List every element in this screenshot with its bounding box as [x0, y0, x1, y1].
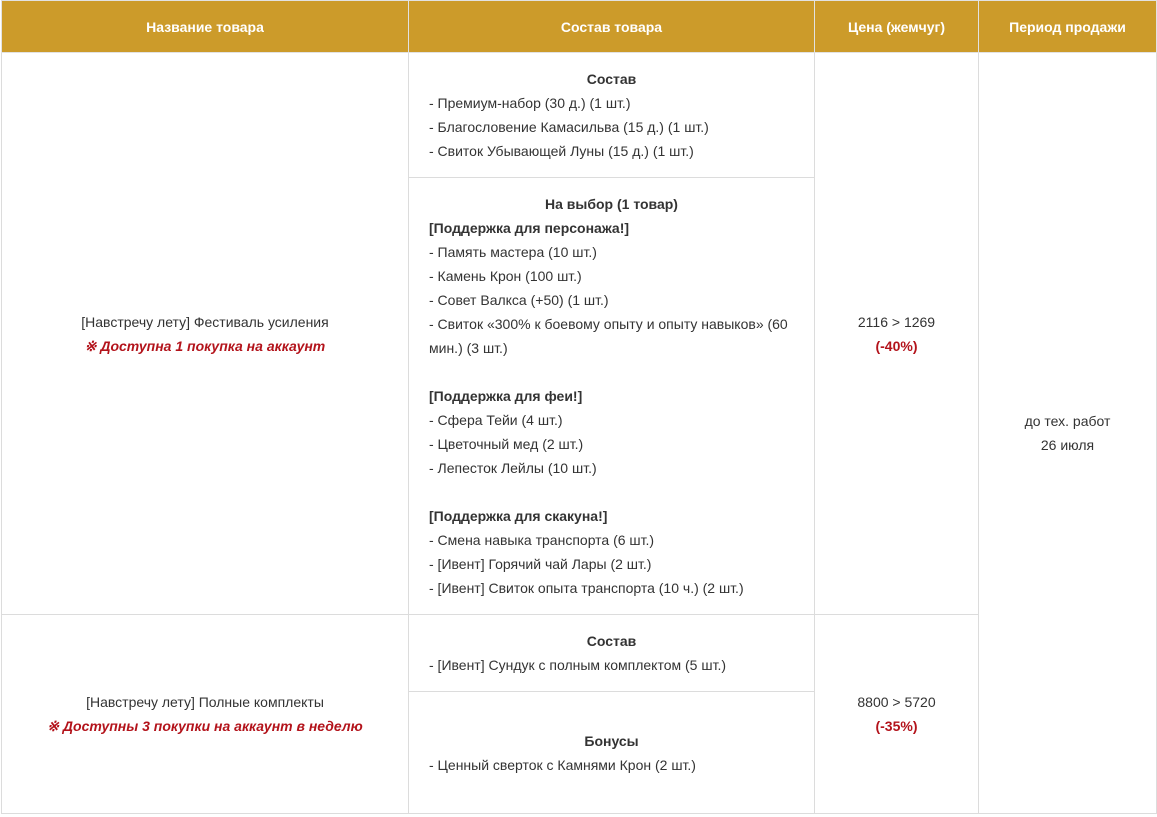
- column-header-period: Период продажи: [979, 1, 1157, 53]
- sale-period-line: до тех. работ: [1024, 413, 1111, 429]
- product-name-cell: [2, 615, 409, 814]
- list-item: - Сфера Тейи (4 шт.): [429, 412, 563, 428]
- price-value: 8800 > 5720: [857, 694, 936, 710]
- price-value: 2116 > 1269: [857, 313, 936, 330]
- price-cell: [815, 53, 979, 615]
- product-name: [Навстречу лету] Фестиваль усиления: [81, 313, 329, 330]
- sale-period-cell: [979, 53, 1157, 814]
- group-title: [Поддержка для скакуна!]: [429, 508, 608, 524]
- list-item: - Благословение Камасильва (15 д.) (1 шт.): [429, 119, 709, 135]
- column-header-name: Название товара: [2, 1, 409, 53]
- discount-badge: (-40%): [875, 337, 918, 354]
- list-item: - Лепесток Лейлы (10 шт.): [429, 460, 597, 476]
- group-title: [Поддержка для феи!]: [429, 388, 583, 404]
- list-item: - Ценный сверток с Камнями Крон (2 шт.): [429, 756, 696, 773]
- list-item: - Свиток «300% к боевому опыту и опыту навыков» (60 мин.) (3 шт.): [429, 316, 788, 356]
- product-table: [1, 0, 1157, 814]
- table-row: [2, 53, 1157, 178]
- list-item: - Свиток Убывающей Луны (15 д.) (1 шт.): [429, 143, 694, 159]
- composition-section: [409, 615, 815, 692]
- section-header: На выбор (1 товар): [545, 196, 678, 212]
- price-cell: [815, 615, 979, 814]
- spacer: [429, 360, 794, 384]
- list-item: - Память мастера (10 шт.): [429, 244, 597, 260]
- section-header: Состав: [586, 71, 637, 87]
- list-item: - [Ивент] Сундук с полным комплектом (5 шт.): [429, 657, 726, 673]
- group-title: [Поддержка для персонажа!]: [429, 220, 630, 236]
- list-item: - Совет Валкса (+50) (1 шт.): [429, 292, 609, 308]
- section-header: Состав: [586, 633, 637, 649]
- selection-section: [409, 178, 815, 615]
- spacer: [429, 480, 794, 504]
- list-item: - [Ивент] Горячий чай Лары (2 шт.): [429, 556, 652, 572]
- column-header-composition: Состав товара: [409, 1, 815, 53]
- list-item: - Смена навыка транспорта (6 шт.): [429, 532, 655, 548]
- section-header: Бонусы: [584, 732, 639, 749]
- product-name: [Навстречу лету] Полные комплекты: [86, 694, 324, 710]
- discount-badge: (-35%): [875, 718, 918, 734]
- purchase-limit-note: ※ Доступны 3 покупки на аккаунт в неделю: [47, 718, 363, 734]
- sale-period-date: 26 июля: [1040, 437, 1095, 453]
- product-name-cell: [2, 53, 409, 615]
- list-item: - [Ивент] Свиток опыта транспорта (10 ч.) (2 шт.): [429, 580, 744, 596]
- column-header-price: Цена (жемчуг): [815, 1, 979, 53]
- list-item: - Премиум-набор (30 д.) (1 шт.): [429, 95, 631, 111]
- composition-section: [409, 53, 815, 178]
- purchase-limit-note: ※ Доступна 1 покупка на аккаунт: [84, 337, 326, 354]
- list-item: - Цветочный мед (2 шт.): [429, 436, 584, 452]
- list-item: - Камень Крон (100 шт.): [429, 268, 582, 284]
- bonus-section: [409, 692, 815, 814]
- table-header-row: [2, 1, 1157, 53]
